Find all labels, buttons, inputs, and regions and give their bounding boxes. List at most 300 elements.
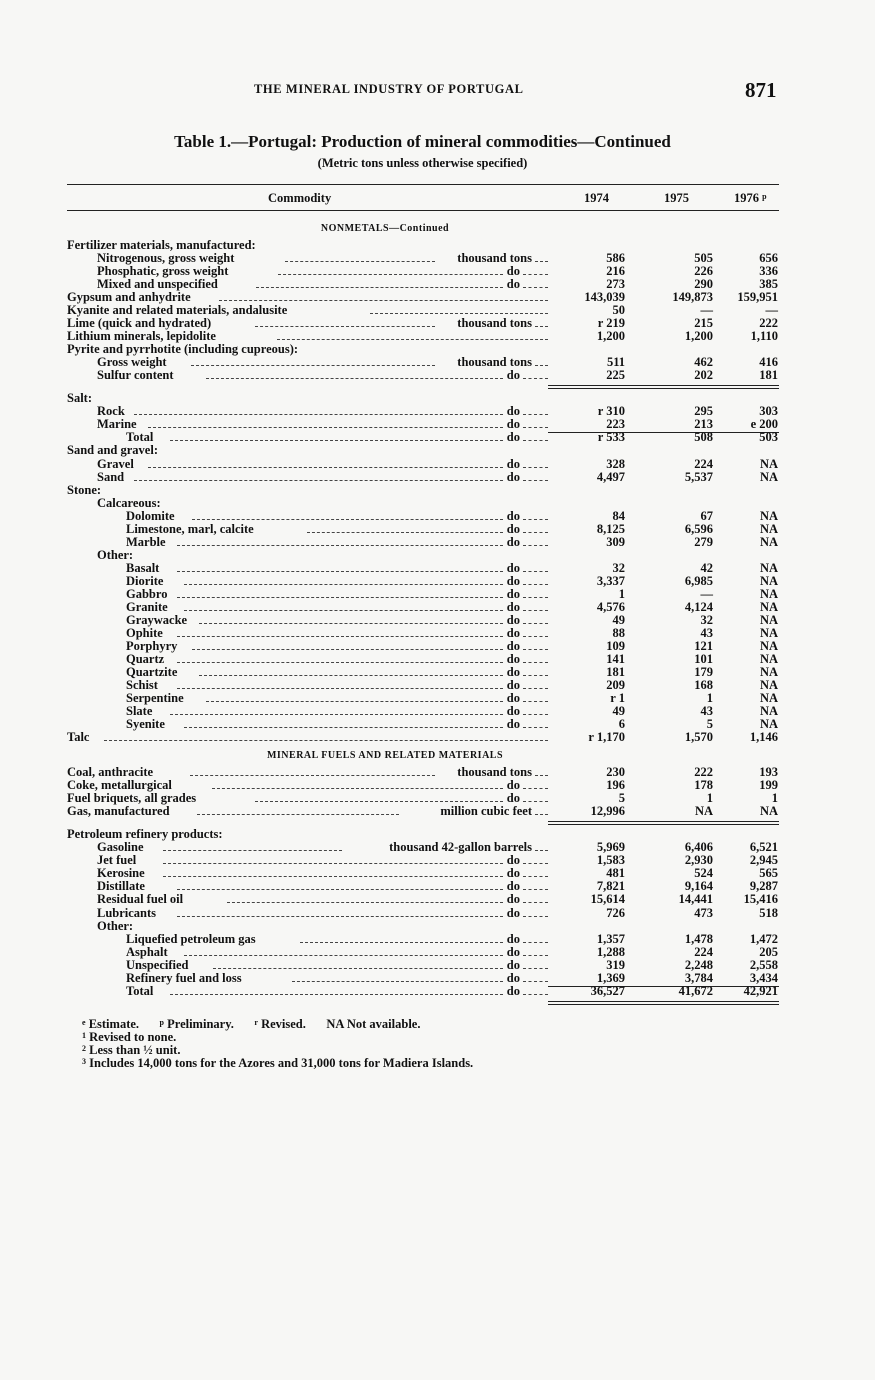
commodity-label: Fertilizer materials, manufactured: <box>67 238 256 253</box>
dot-leader <box>191 365 435 366</box>
table-row <box>0 562 875 575</box>
dot-leader <box>184 727 502 728</box>
commodity-label: Granite <box>126 599 168 614</box>
dot-leader <box>197 814 399 815</box>
value-1975: 5 <box>706 717 713 732</box>
unit-label: do <box>506 277 520 292</box>
section-heading <box>0 749 875 762</box>
value-1976: 303 <box>759 404 778 419</box>
value-1975: 1,570 <box>684 730 713 745</box>
commodity-label: Gravel <box>97 456 134 471</box>
table-row <box>0 369 875 382</box>
dot-leader <box>300 942 503 943</box>
value-1976: NA <box>759 638 778 653</box>
value-1976: 181 <box>759 368 778 383</box>
value-1975: 279 <box>694 534 713 549</box>
value-1974: 196 <box>606 778 625 793</box>
dot-leader <box>163 876 503 877</box>
commodity-label: Basalt <box>126 560 160 575</box>
value-1974: 1,200 <box>596 329 625 344</box>
value-1976: NA <box>759 521 778 536</box>
unit-label: do <box>506 853 520 868</box>
value-1975: 41,672 <box>678 983 713 998</box>
table-title: Table 1.—Portugal: Production of mineral commodities—Continued <box>174 132 671 151</box>
unit-label: do <box>506 778 520 793</box>
commodity-label: Lime (quick and hydrated) <box>67 316 212 331</box>
value-1974: 12,996 <box>590 804 625 819</box>
value-1975: 2,930 <box>684 853 713 868</box>
dot-leader <box>213 968 502 969</box>
value-1975: 224 <box>694 944 713 959</box>
dot-leader <box>219 300 548 301</box>
value-1975: 508 <box>694 430 713 445</box>
table-row <box>0 536 875 549</box>
total-rule <box>548 824 779 825</box>
dot-leader <box>184 584 502 585</box>
table-row <box>0 601 875 614</box>
commodity-label: Gypsum and anhydrite <box>67 290 191 305</box>
value-1974: 5 <box>618 791 625 806</box>
table-subtitle: (Metric tons unless otherwise specified) <box>317 156 528 170</box>
value-1976: 518 <box>759 905 778 920</box>
table-row <box>0 640 875 653</box>
dot-leader <box>285 261 435 262</box>
table-row <box>0 907 875 920</box>
dot-leader <box>184 610 502 611</box>
column-header-commodity: Commodity <box>268 191 332 205</box>
value-1975: 43 <box>700 704 713 719</box>
dot-leader <box>163 863 503 864</box>
table-row <box>0 523 875 536</box>
commodity-label: Limestone, marl, calcite <box>126 521 254 536</box>
table-row <box>0 627 875 640</box>
value-1975: 3,784 <box>684 970 713 985</box>
value-1976: NA <box>759 717 778 732</box>
commodity-label: Total <box>126 983 154 998</box>
dot-leader <box>177 916 503 917</box>
value-1976: 6,521 <box>749 840 778 855</box>
unit-label: do <box>506 612 520 627</box>
value-1975: 290 <box>694 277 713 292</box>
commodity-label: Porphyry <box>126 638 178 653</box>
value-1976: 565 <box>759 866 778 881</box>
column-header-1976-year: 1976 <box>734 191 759 205</box>
value-1975: 202 <box>694 368 713 383</box>
value-1975: NA <box>694 804 713 819</box>
value-1974: 726 <box>606 905 625 920</box>
table-row <box>0 893 875 906</box>
value-1975: 1,478 <box>684 931 713 946</box>
value-1974: 5,969 <box>596 840 625 855</box>
value-1975: 42 <box>700 560 713 575</box>
unit-label: do <box>506 625 520 640</box>
unit-label: do <box>506 456 520 471</box>
commodity-label: Calcareous: <box>97 495 161 510</box>
value-1974: 216 <box>606 264 625 279</box>
unit-label: do <box>506 905 520 920</box>
commodity-label: Lithium minerals, lepidolite <box>67 329 216 344</box>
legend-item-not-available: NA Not available. <box>326 1017 421 1031</box>
value-1975: 524 <box>694 866 713 881</box>
table-row <box>0 805 875 818</box>
value-1976: NA <box>759 599 778 614</box>
value-1975: 6,406 <box>684 840 713 855</box>
table-row <box>0 471 875 484</box>
value-1974: 1,583 <box>596 853 625 868</box>
commodity-label: Jet fuel <box>97 853 137 868</box>
table-row <box>0 510 875 523</box>
commodity-label: Kerosine <box>97 866 145 881</box>
column-header-1975: 1975 <box>664 191 689 205</box>
total-rule <box>548 1004 779 1005</box>
commodity-label: Serpentine <box>126 691 184 706</box>
unit-label: do <box>506 957 520 972</box>
unit-label: do <box>506 430 520 445</box>
value-1975: 9,164 <box>684 879 713 894</box>
value-1974: 309 <box>606 534 625 549</box>
value-1976: 199 <box>759 778 778 793</box>
unit-label: thousand tons <box>457 251 532 266</box>
value-1975: 1,200 <box>684 329 713 344</box>
value-1975: 213 <box>694 417 713 432</box>
value-1974: 230 <box>606 765 625 780</box>
value-1975: 222 <box>694 765 713 780</box>
legend-item-preliminary: $^p$ Preliminary. <box>159 1017 234 1031</box>
value-1976: 385 <box>759 277 778 292</box>
value-1976: NA <box>759 804 778 819</box>
unit-label: do <box>506 717 520 732</box>
column-header-1974: 1974 <box>584 191 609 205</box>
unit-label: do <box>506 573 520 588</box>
unit-label: thousand tons <box>457 355 532 370</box>
value-1976: NA <box>759 534 778 549</box>
commodity-label: Gross weight <box>97 355 167 370</box>
table-row <box>0 920 875 933</box>
value-1974: 50 <box>612 303 625 318</box>
value-1975: 224 <box>694 456 713 471</box>
value-1976: NA <box>759 456 778 471</box>
value-1975: 149,873 <box>672 290 713 305</box>
value-1975: 6,596 <box>684 521 713 536</box>
value-1976: NA <box>759 691 778 706</box>
footnote-2: $^2$ Less than ½ unit. <box>82 1043 181 1057</box>
dot-leader <box>148 467 502 468</box>
unit-label: do <box>506 983 520 998</box>
commodity-label: Sulfur content <box>97 368 174 383</box>
unit-label: do <box>506 879 520 894</box>
value-1974: r 1,170 <box>588 730 625 745</box>
dot-leader <box>148 427 502 428</box>
unit-label: do <box>506 651 520 666</box>
value-1974: 586 <box>606 251 625 266</box>
commodity-label: Refinery fuel and loss <box>126 970 242 985</box>
dot-leader <box>134 414 503 415</box>
section-label: NONMETALS—Continued <box>320 223 450 234</box>
commodity-label: Rock <box>97 404 125 419</box>
value-1975: 505 <box>694 251 713 266</box>
dot-leader <box>190 775 435 776</box>
table-row <box>0 718 875 731</box>
unit-label: do <box>506 638 520 653</box>
value-1976: 416 <box>759 355 778 370</box>
unit-label: do <box>506 368 520 383</box>
unit-label: do <box>506 691 520 706</box>
commodity-label: Kyanite and related materials, andalusite <box>67 303 288 318</box>
value-1974: 511 <box>606 355 625 370</box>
commodity-label: Salt: <box>67 391 92 406</box>
footnotes <box>82 1018 477 1070</box>
value-1975: 121 <box>694 638 713 653</box>
value-1974: 84 <box>612 508 625 523</box>
commodity-label: Ophite <box>126 625 163 640</box>
table-row <box>0 653 875 666</box>
value-1974: 223 <box>606 417 625 432</box>
preliminary-mark: p <box>762 192 767 201</box>
value-1976: — <box>765 303 778 318</box>
dot-leader <box>192 519 503 520</box>
unit-label: do <box>506 534 520 549</box>
total-rule <box>548 388 779 389</box>
commodity-label: Talc <box>67 730 90 745</box>
value-1975: 43 <box>700 625 713 640</box>
unit-label: do <box>506 944 520 959</box>
dot-leader <box>278 274 503 275</box>
unit-label: do <box>506 970 520 985</box>
unit-label: do <box>506 560 520 575</box>
unit-label: do <box>506 404 520 419</box>
table-row <box>0 458 875 471</box>
value-1975: 226 <box>694 264 713 279</box>
value-1976: 1,472 <box>749 931 778 946</box>
commodity-label: Marble <box>126 534 166 549</box>
value-1974: r 1 <box>610 691 625 706</box>
footnote-3: $^3$ Includes 14,000 tons for the Azores and 31,000 tons for Madiera Islands. <box>82 1056 474 1070</box>
value-1976: NA <box>759 704 778 719</box>
dot-leader <box>307 532 503 533</box>
table-row <box>0 575 875 588</box>
value-1974: 141 <box>606 651 625 666</box>
commodity-label: Slate <box>126 704 153 719</box>
commodity-label: Dolomite <box>126 508 175 523</box>
value-1975: 14,441 <box>678 892 713 907</box>
table-row <box>0 946 875 959</box>
dot-leader <box>177 662 502 663</box>
commodity-label: Distillate <box>97 879 145 894</box>
unit-label: do <box>506 417 520 432</box>
value-1974: 209 <box>606 678 625 693</box>
value-1974: 1,288 <box>596 944 625 959</box>
value-1976: 656 <box>759 251 778 266</box>
unit-label: do <box>506 469 520 484</box>
commodity-label: Syenite <box>126 717 165 732</box>
commodity-label: Stone: <box>67 482 102 497</box>
value-1976: 9,287 <box>749 879 778 894</box>
value-1976: NA <box>759 625 778 640</box>
value-1974: 8,125 <box>596 521 625 536</box>
unit-label: do <box>506 892 520 907</box>
dot-leader <box>170 440 503 441</box>
table-row <box>0 985 875 998</box>
commodity-label: Fuel briquets, all grades <box>67 791 197 806</box>
value-1975: 215 <box>694 316 713 331</box>
dot-leader <box>177 889 503 890</box>
unit-label: thousand 42-gallon barrels <box>389 840 532 855</box>
value-1974: 6 <box>618 717 625 732</box>
dot-leader <box>184 955 502 956</box>
commodity-label: Quartzite <box>126 664 178 679</box>
table-row <box>0 588 875 601</box>
table-row <box>0 549 875 562</box>
table-row <box>0 497 875 510</box>
commodity-label: Mixed and unspecified <box>97 277 218 292</box>
value-1975: 462 <box>694 355 713 370</box>
dot-leader <box>256 287 502 288</box>
commodity-label: Gasoline <box>97 840 144 855</box>
commodity-label: Coal, anthracite <box>67 765 154 780</box>
unit-label: do <box>506 678 520 693</box>
commodity-label: Sand <box>97 469 125 484</box>
commodity-label: Petroleum refinery products: <box>67 827 223 842</box>
value-1975: 1 <box>706 791 713 806</box>
value-1976: e 200 <box>750 417 778 432</box>
commodity-label: Lubricants <box>97 905 157 920</box>
value-1974: 109 <box>606 638 625 653</box>
value-1975: 168 <box>694 678 713 693</box>
unit-label: do <box>506 791 520 806</box>
dot-leader <box>370 313 548 314</box>
dot-leader <box>170 994 503 995</box>
value-1974: 49 <box>612 704 625 719</box>
unit-label: do <box>506 586 520 601</box>
unit-label: do <box>506 599 520 614</box>
value-1976: NA <box>759 560 778 575</box>
table-row <box>0 392 875 405</box>
value-1974: 328 <box>606 456 625 471</box>
value-1974: 181 <box>606 664 625 679</box>
value-1976: 3,434 <box>749 970 778 985</box>
section-label: MINERAL FUELS AND RELATED MATERIALS <box>266 750 504 762</box>
commodity-label: Phosphatic, gross weight <box>97 264 229 279</box>
commodity-label: Nitrogenous, gross weight <box>97 251 235 266</box>
value-1975: 32 <box>700 612 713 627</box>
value-1975: 295 <box>694 404 713 419</box>
dot-leader <box>177 688 502 689</box>
value-1976: NA <box>759 664 778 679</box>
value-1976: 503 <box>759 430 778 445</box>
value-1976: 42,921 <box>743 983 778 998</box>
value-1974: 319 <box>606 957 625 972</box>
value-1975: 67 <box>700 508 713 523</box>
commodity-label: Quartz <box>126 651 165 666</box>
commodity-label: Gas, manufactured <box>67 804 170 819</box>
commodity-label: Other: <box>97 918 134 933</box>
dot-leader <box>255 801 503 802</box>
value-1976: NA <box>759 508 778 523</box>
value-1975: 5,537 <box>684 469 713 484</box>
commodity-label: Graywacke <box>126 612 188 627</box>
dot-leader <box>177 545 502 546</box>
value-1976: NA <box>759 586 778 601</box>
commodity-label: Residual fuel oil <box>97 892 184 907</box>
value-1975: 1 <box>706 691 713 706</box>
value-1976: 1 <box>771 791 778 806</box>
value-1976: NA <box>759 678 778 693</box>
unit-label: do <box>506 264 520 279</box>
total-rule <box>548 1001 779 1002</box>
total-rule <box>548 821 779 822</box>
value-1976: 1,146 <box>749 730 778 745</box>
value-1974: r 533 <box>597 430 625 445</box>
total-rule <box>548 385 779 386</box>
value-1976: 205 <box>759 944 778 959</box>
commodity-label: Diorite <box>126 573 164 588</box>
value-1976: NA <box>759 651 778 666</box>
value-1975: 101 <box>694 651 713 666</box>
table-row <box>0 959 875 972</box>
value-1976: 159,951 <box>737 290 778 305</box>
value-1974: 36,527 <box>590 983 625 998</box>
dot-leader <box>134 480 503 481</box>
table-row <box>0 731 875 744</box>
commodity-label: Asphalt <box>126 944 168 959</box>
unit-label: do <box>506 931 520 946</box>
unit-label: do <box>506 508 520 523</box>
dot-leader <box>255 326 435 327</box>
value-1974: 225 <box>606 368 625 383</box>
value-1976: 15,416 <box>743 892 778 907</box>
dot-leader <box>199 675 503 676</box>
value-1975: 179 <box>694 664 713 679</box>
commodity-label: Pyrite and pyrrhotite (including cupreous): <box>67 342 299 357</box>
value-1975: 473 <box>694 905 713 920</box>
value-1976: 2,945 <box>749 853 778 868</box>
value-1975: 178 <box>694 778 713 793</box>
unit-label: do <box>506 866 520 881</box>
dot-leader <box>277 339 548 340</box>
table-row <box>0 484 875 497</box>
value-1974: 4,576 <box>596 599 625 614</box>
value-1974: 143,039 <box>584 290 625 305</box>
commodity-label: Schist <box>126 678 158 693</box>
value-1974: r 310 <box>597 404 625 419</box>
value-1975: — <box>700 586 713 601</box>
dot-leader <box>227 902 502 903</box>
value-1975: — <box>700 303 713 318</box>
commodity-label: Coke, metallurgical <box>67 778 172 793</box>
table-row <box>0 614 875 627</box>
commodity-label: Sand and gravel: <box>67 443 158 458</box>
commodity-label: Marine <box>97 417 137 432</box>
value-1974: 7,821 <box>596 879 625 894</box>
legend-item-revised: $^r$ Revised. <box>254 1017 306 1031</box>
commodity-label: Total <box>126 430 154 445</box>
page-number: 871 <box>745 78 777 102</box>
footnote-1: $^1$ Revised to none. <box>82 1030 177 1044</box>
dot-leader <box>212 788 503 789</box>
value-1975: 4,124 <box>684 599 713 614</box>
dot-leader <box>170 714 503 715</box>
table-row <box>0 972 875 985</box>
value-1976: 222 <box>759 316 778 331</box>
value-1974: 1,357 <box>596 931 625 946</box>
value-1974: 32 <box>612 560 625 575</box>
commodity-label: Other: <box>97 547 134 562</box>
running-title: THE MINERAL INDUSTRY OF PORTUGAL <box>254 82 524 96</box>
value-1974: 1 <box>618 586 625 601</box>
dot-leader <box>292 981 502 982</box>
value-1974: 481 <box>606 866 625 881</box>
dot-leader <box>206 701 503 702</box>
